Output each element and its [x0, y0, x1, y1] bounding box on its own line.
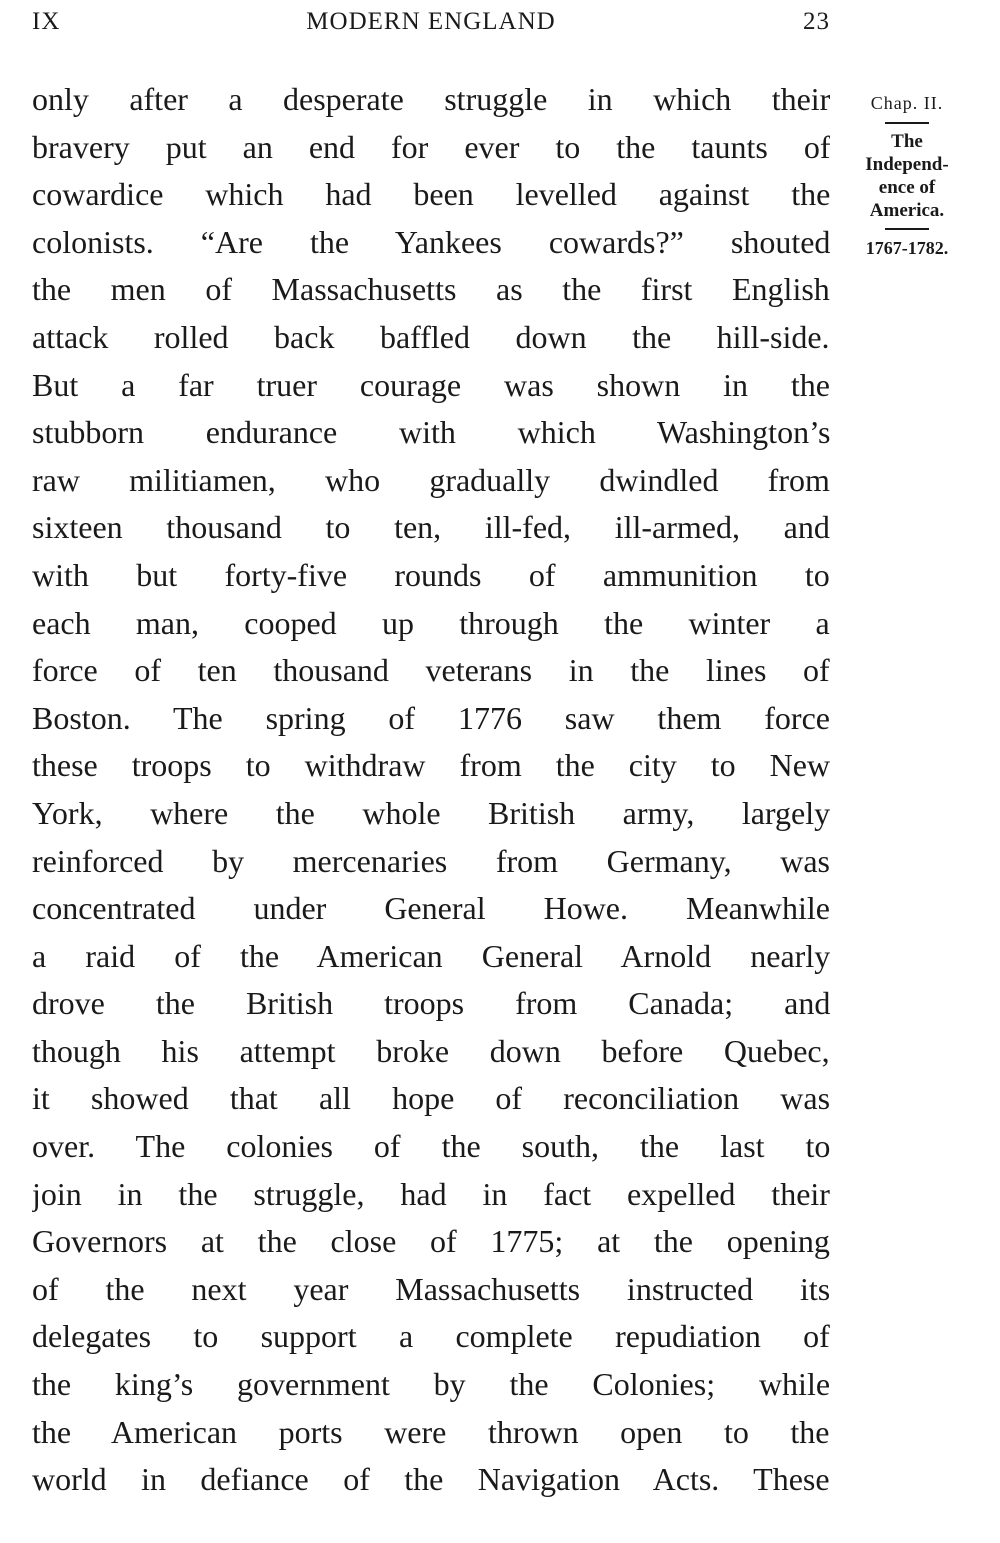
text-line: attack rolled back baffled down the hill-side.	[32, 318, 830, 355]
sidenote-title-line: ence of	[878, 177, 936, 198]
sidenote-title-line: The	[891, 131, 923, 152]
text-line: Governors at the close of 1775; at the opening	[32, 1223, 830, 1260]
text-line: raw militiamen, who gradually dwindled from	[32, 461, 830, 498]
margin-sidenote	[848, 90, 966, 260]
text-line: sixteen thousand to ten, ill-fed, ill-armed, and	[32, 509, 830, 546]
text-line: each man, cooped up through the winter a	[32, 604, 830, 641]
sidenote-title-line: America.	[869, 200, 945, 221]
text-line: it showed that all hope of reconciliation was	[32, 1080, 830, 1117]
book-title: MODERN ENGLAND	[306, 8, 556, 35]
text-line: only after a desperate struggle in which their	[32, 81, 830, 117]
text-line: a raid of the American General Arnold nearly	[32, 937, 830, 974]
text-line: bravery put an end for ever to the taunts of	[32, 128, 830, 165]
text-line: of the next year Massachusetts instructed its	[32, 1270, 830, 1307]
text-line: join in the struggle, had in fact expelled their	[32, 1175, 830, 1212]
text-line: concentrated under General Howe. Meanwhile	[32, 890, 830, 927]
text-line: the men of Massachusetts as the first English	[32, 271, 830, 308]
text-line: force of ten thousand veterans in the lines of	[32, 652, 830, 689]
body-text	[32, 76, 830, 1504]
chapter-numeral: IX	[32, 8, 61, 35]
text-line: the king’s government by the Colonies; while	[32, 1366, 830, 1403]
text-line: Boston. The spring of 1776 saw them force	[32, 699, 830, 736]
sidenote-dates: 1767-1782.	[865, 238, 949, 258]
sidenote-title-line: Independ-	[865, 154, 949, 175]
text-line: though his attempt broke down before Quebec,	[32, 1032, 830, 1069]
text-line: over. The colonies of the south, the last to	[32, 1128, 830, 1165]
sidenote-rule	[885, 228, 929, 230]
text-line: colonists. “Are the Yankees cowards?” shouted	[32, 223, 830, 260]
text-line: drove the British troops from Canada; and	[32, 985, 830, 1022]
text-line: stubborn endurance with which Washington’s	[32, 414, 830, 451]
text-line: the American ports were thrown open to the	[32, 1413, 830, 1450]
sidenote-title	[848, 130, 966, 222]
page-number: 23	[803, 8, 830, 35]
text-line: world in defiance of the Navigation Acts. These	[32, 1461, 830, 1498]
text-line: with but forty-five rounds of ammunition to	[32, 556, 830, 593]
text-line: delegates to support a complete repudiation of	[32, 1318, 830, 1355]
text-line: But a far truer courage was shown in the	[32, 366, 830, 403]
text-line: York, where the whole British army, largely	[32, 794, 830, 831]
text-line: reinforced by mercenaries from Germany, was	[32, 842, 830, 879]
sidenote-rule	[885, 122, 929, 124]
text-line: these troops to withdraw from the city to New	[32, 747, 830, 784]
sidenote-chapter: Chap. II.	[870, 93, 944, 113]
text-line: cowardice which had been levelled against the	[32, 176, 830, 213]
running-head	[32, 8, 830, 48]
